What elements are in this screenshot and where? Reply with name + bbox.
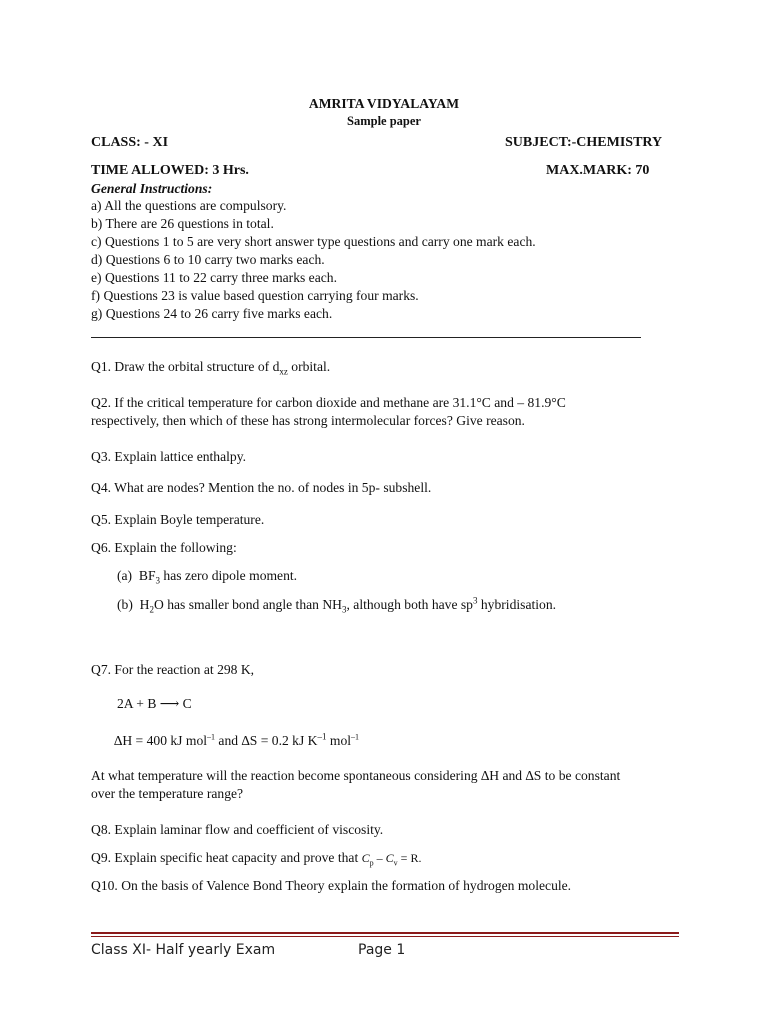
question-q10: Q10. On the basis of Valence Bond Theory explain the formation of hydrogen molecule. <box>91 878 572 893</box>
instruction-item: b) There are 26 questions in total. <box>91 216 274 231</box>
footer-page-number: Page 1 <box>358 942 406 958</box>
instruction-item: c) Questions 1 to 5 are very short answer type questions and carry one mark each. <box>91 234 536 249</box>
instruction-item: g) Questions 24 to 26 carry five marks each. <box>91 306 333 321</box>
instruction-item: f) Questions 23 is value based question carrying four marks. <box>91 288 419 303</box>
question-q2-line1: Q2. If the critical temperature for carbon dioxide and methane are 31.1°C and – 81.9°C <box>91 395 566 410</box>
class-label: CLASS: - XI <box>91 135 169 150</box>
footer-rule-thin <box>91 936 679 937</box>
instruction-item: e) Questions 11 to 22 carry three marks each. <box>91 270 337 285</box>
question-q7-line1: At what temperature will the reaction become spontaneous considering ∆H and ∆S to be constant <box>91 768 621 783</box>
question-q7-line2: over the temperature range? <box>91 786 244 801</box>
paper-subtitle: Sample paper <box>347 114 421 128</box>
header-divider <box>91 337 641 338</box>
subject-label: SUBJECT:-CHEMISTRY <box>505 135 663 150</box>
question-q5: Q5. Explain Boyle temperature. <box>91 512 265 527</box>
instruction-item: d) Questions 6 to 10 carry two marks each. <box>91 252 325 267</box>
question-q2-line2: respectively, then which of these has strong intermolecular forces? Give reason. <box>91 413 525 428</box>
question-q3: Q3. Explain lattice enthalpy. <box>91 449 247 464</box>
question-q6b: (b) $H_2O$ has smaller bond angle than $NH_3$, although both have $sp^3$ hybridisation. <box>117 595 557 615</box>
q7-equation: 2A + B ⟶ C <box>117 696 192 711</box>
instructions-heading: General Instructions: <box>91 181 213 196</box>
question-q6: Q6. Explain the following: <box>91 540 237 555</box>
school-name: AMRITA VIDYALAYAM <box>308 96 460 111</box>
time-allowed-label: TIME ALLOWED: 3 Hrs. <box>91 163 249 178</box>
question-q9: Q9. Explain specific heat capacity and prove that $C_p - C_v = R$. <box>91 850 422 868</box>
q7-thermo-values: ∆H = 400 kJ mol$^{-1}$ and ∆S = 0.2 kJ $K^{-1}$ mol$^{-1}$ <box>114 731 360 748</box>
instruction-item: a) All the questions are compulsory. <box>91 198 287 213</box>
question-q8: Q8. Explain laminar flow and coefficient of viscosity. <box>91 822 384 837</box>
question-q6a: (a) $BF_3$ has zero dipole moment. <box>117 568 298 586</box>
question-q1: Q1. Draw the orbital structure of $d_{xz}$ orbital. <box>91 359 331 377</box>
max-mark-label: MAX.MARK: 70 <box>546 163 650 178</box>
question-q7: Q7. For the reaction at 298 K, <box>91 662 255 677</box>
footer-exam-label: Class XI- Half yearly Exam <box>91 942 276 958</box>
footer-rule-thick <box>91 932 679 934</box>
question-q4: Q4. What are nodes? Mention the no. of nodes in 5p- subshell. <box>91 480 432 495</box>
